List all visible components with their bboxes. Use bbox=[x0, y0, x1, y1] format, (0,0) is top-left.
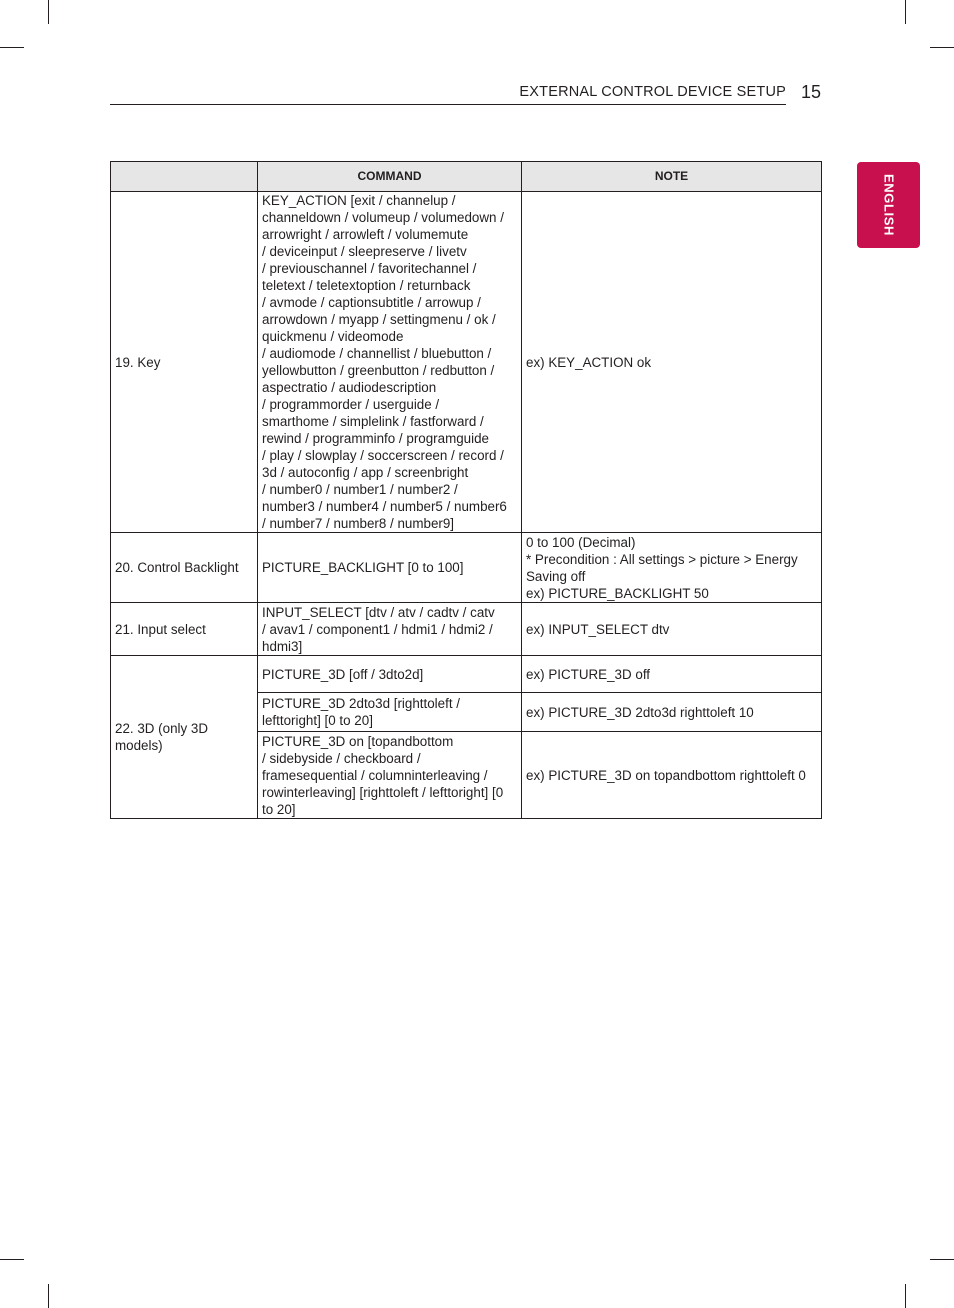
command-table bbox=[110, 161, 822, 819]
crop-mark bbox=[930, 47, 954, 48]
note-cell: ex) PICTURE_3D 2dto3d righttoleft 10 bbox=[522, 693, 822, 732]
note-cell: ex) PICTURE_3D off bbox=[522, 656, 822, 693]
header-cell-command: COMMAND bbox=[258, 162, 522, 192]
command-cell: PICTURE_3D on [topandbottom / sidebyside / checkboard / framesequential / columninterleaving / rowinterleaving] [righttoleft / lefttoright] [0 to 20] bbox=[258, 732, 522, 819]
note-cell: ex) INPUT_SELECT dtv bbox=[522, 603, 822, 656]
language-tab bbox=[857, 162, 920, 248]
section-title: EXTERNAL CONTROL DEVICE SETUP bbox=[519, 84, 786, 100]
command-cell: PICTURE_3D [off / 3dto2d] bbox=[258, 656, 522, 693]
crop-mark bbox=[905, 0, 906, 24]
command-cell: PICTURE_3D 2dto3d [righttoleft / lefttoright] [0 to 20] bbox=[258, 693, 522, 732]
note-cell: 0 to 100 (Decimal) * Precondition : All settings > picture > Energy Saving off ex) PICTURE_BACKLIGHT 50 bbox=[522, 533, 822, 603]
note-cell: ex) PICTURE_3D on topandbottom righttoleft 0 bbox=[522, 732, 822, 819]
table-header-row bbox=[111, 162, 822, 192]
crop-mark bbox=[48, 0, 49, 24]
crop-mark bbox=[905, 1284, 906, 1308]
command-cell: INPUT_SELECT [dtv / atv / cadtv / catv / avav1 / component1 / hdmi1 / hdmi2 / hdmi3] bbox=[258, 603, 522, 656]
header-cell-item bbox=[111, 162, 258, 192]
command-cell: PICTURE_BACKLIGHT [0 to 100] bbox=[258, 533, 522, 603]
table-row bbox=[111, 192, 822, 533]
crop-mark bbox=[48, 1284, 49, 1308]
table-row bbox=[111, 656, 822, 693]
crop-mark bbox=[0, 47, 24, 48]
table-row bbox=[111, 533, 822, 603]
note-cell: ex) KEY_ACTION ok bbox=[522, 192, 822, 533]
item-cell: 20. Control Backlight bbox=[111, 533, 258, 603]
item-cell: 22. 3D (only 3D models) bbox=[111, 656, 258, 819]
page-number: 15 bbox=[801, 82, 822, 102]
item-cell: 21. Input select bbox=[111, 603, 258, 656]
header-divider bbox=[110, 104, 786, 105]
crop-mark bbox=[0, 1259, 24, 1260]
item-cell: 19. Key bbox=[111, 192, 258, 533]
header-cell-note: NOTE bbox=[522, 162, 822, 192]
language-tab-label: ENGLISH bbox=[881, 174, 896, 236]
table-row bbox=[111, 603, 822, 656]
crop-mark bbox=[930, 1259, 954, 1260]
command-cell: KEY_ACTION [exit / channelup / channeldown / volumeup / volumedown / arrowright / arrowleft / volumemute / deviceinput / sleepreserve / livetv / previouschannel / favoritechannel / teletext / teletextoption / returnback / avmode / captionsubtitle / arrowup / arrowdown / myapp / settingmenu / ok / quickmenu / videomode / audiomode / channellist / bluebutton / yellowbutton / greenbutton / redbutton / aspectratio / audiodescription / programmorder / userguide / smarthome / simplelink / fastforward / rewind / programminfo / programguide / play / slowplay / soccerscreen / record / 3d / autoconfig / app / screenbright / number0 / number1 / number2 / number3 / number4 / number5 / number6 / number7 / number8 / number9] bbox=[258, 192, 522, 533]
